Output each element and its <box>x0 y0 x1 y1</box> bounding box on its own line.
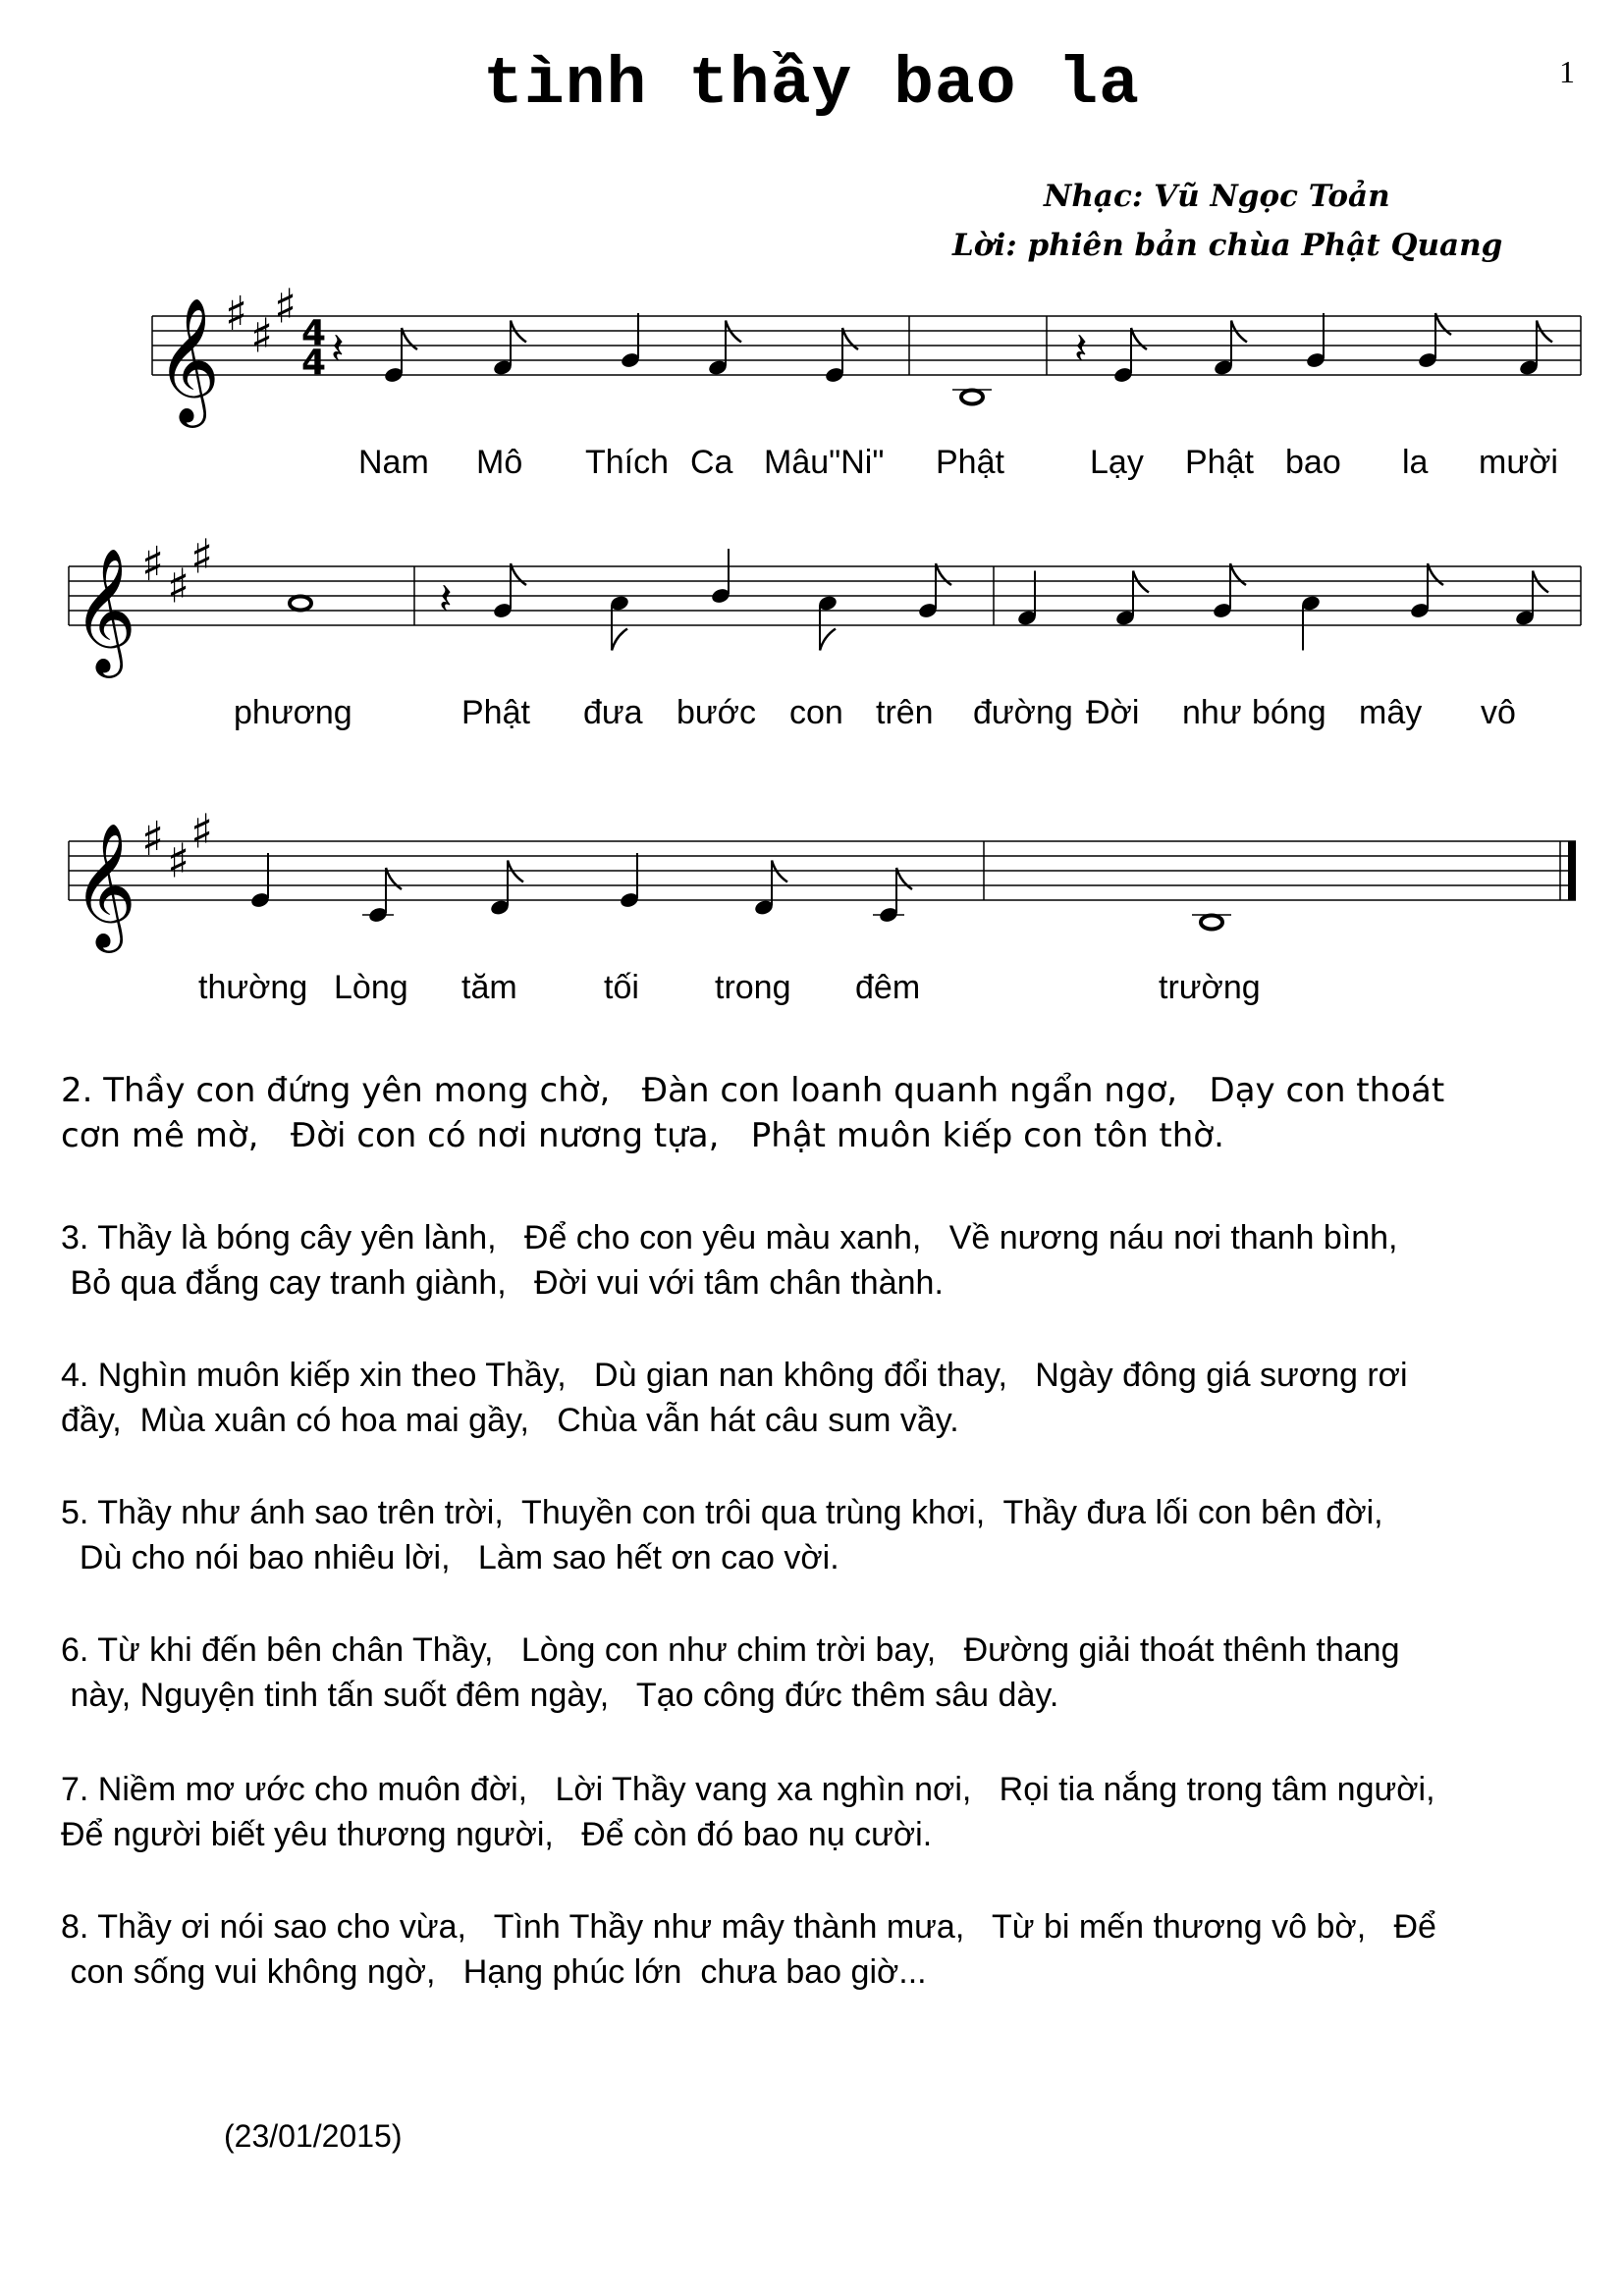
sharp-icon: ♯ <box>274 279 298 335</box>
time-signature-numerator: 4 <box>301 313 327 353</box>
quarter-rest-icon: 𝄽 <box>1074 324 1088 374</box>
sharp-icon: ♯ <box>167 559 190 614</box>
composition-date: (23/01/2015) <box>224 2118 403 2154</box>
lyric-syllable: bước <box>676 694 756 731</box>
lyric-syllable: thường <box>198 969 308 1006</box>
lyric-syllable: Nam <box>358 444 429 481</box>
whole-note <box>290 597 311 611</box>
verse-6 <box>61 1628 1593 1718</box>
sharp-icon: ♯ <box>250 308 274 364</box>
lyric-syllable: Lạy <box>1090 444 1144 481</box>
lyric-syllable: trong <box>715 969 791 1006</box>
verse-line: 6. Từ khi đến bên chân Thầy, Lòng con như chim trời bay, Đường giải thoát thênh thang <box>61 1631 1400 1669</box>
quarter-rest-icon: 𝄽 <box>439 574 453 624</box>
whole-note <box>961 391 983 404</box>
verse-line: 7. Niềm mơ ước cho muôn đời, Lời Thầy vang xa nghìn nơi, Rọi tia nắng trong tâm người, <box>61 1771 1435 1808</box>
quarter-rest-icon: 𝄽 <box>331 324 345 374</box>
lyrics-credit: Lời: phiên bản chùa Phật Quang <box>952 228 1503 263</box>
verse-line: 8. Thầy ơi nói sao cho vừa, Tình Thầy như mây thành mưa, Từ bi mến thương vô bờ, Để <box>61 1908 1436 1946</box>
verse-line: cơn mê mờ, Đời con có nơi nương tựa, Phật muôn kiếp con tôn thờ. <box>61 1116 1224 1155</box>
verse-line: 2. Thầy con đứng yên mong chờ, Đàn con loanh quanh ngẩn ngơ, Dạy con thoát <box>61 1071 1445 1110</box>
lyric-syllable: Phật <box>461 694 530 731</box>
verse-8 <box>61 1904 1593 1995</box>
lyric-syllable: vô <box>1481 694 1516 731</box>
lyric-syllable: Thích <box>585 444 670 481</box>
lyric-syllable: Lòng <box>334 969 408 1006</box>
lyric-syllable: bóng <box>1252 694 1326 731</box>
verse-7 <box>61 1767 1593 1857</box>
sharp-icon: ♯ <box>167 833 190 889</box>
sharp-icon: ♯ <box>190 804 214 860</box>
sheet-music-score <box>0 0 1623 1080</box>
page-number: 1 <box>1559 54 1575 89</box>
lyric-syllable: Ca <box>690 444 733 481</box>
verse-4 <box>61 1353 1593 1443</box>
verse-line: 4. Nghìn muôn kiếp xin theo Thầy, Dù gian nan không đổi thay, Ngày đông giá sương rơi <box>61 1357 1408 1394</box>
lyric-syllable: đường <box>973 694 1073 731</box>
lyric-syllable: Phật <box>1185 444 1254 481</box>
lyric-syllable: trên <box>876 694 934 731</box>
treble-clef-icon: 𝄞 <box>73 822 137 947</box>
lyric-syllable: đêm <box>855 969 921 1006</box>
music-notation <box>69 280 1581 954</box>
lyric-syllable: Mâu"Ni" <box>764 444 885 481</box>
verse-line: đầy, Mùa xuân có hoa mai gầy, Chùa vẫn hát câu sum vầy. <box>61 1402 959 1439</box>
verse-line: 5. Thầy như ánh sao trên trời, Thuyền con trôi qua trùng khơi, Thầy đưa lối con bên đời, <box>61 1494 1383 1531</box>
note-flag <box>612 629 627 651</box>
sharp-icon: ♯ <box>141 537 165 592</box>
verse-line: con sống vui không ngờ, Hạng phúc lớn chưa bao giờ... <box>61 1953 927 1991</box>
lyric-syllable: phương <box>234 694 352 731</box>
sharp-icon: ♯ <box>225 287 248 342</box>
time-signature-denominator: 4 <box>301 343 327 383</box>
lyric-syllable: Mô <box>476 444 523 481</box>
verse-2 <box>61 1068 1593 1158</box>
lyric-syllable: tăm <box>461 969 517 1006</box>
sharp-icon: ♯ <box>190 529 214 585</box>
treble-clef-icon: 𝄞 <box>73 547 137 672</box>
verse-line: Để người biết yêu thương người, Để còn đó bao nụ cười. <box>61 1816 933 1853</box>
lyric-syllable: Phật <box>936 444 1004 481</box>
verse-5 <box>61 1490 1593 1580</box>
lyric-syllable: như <box>1182 694 1242 731</box>
lyrics-layer <box>198 444 1558 1006</box>
verse-line: 3. Thầy là bóng cây yên lành, Để cho con yêu màu xanh, Về nương náu nơi thanh bình, <box>61 1219 1398 1256</box>
lyric-syllable: trường <box>1159 969 1261 1006</box>
lyric-syllable: mây <box>1359 694 1423 731</box>
lyric-syllable: mười <box>1479 444 1558 481</box>
lyric-syllable: đưa <box>583 694 643 731</box>
verse-line: Dù cho nói bao nhiêu lời, Làm sao hết ơn cao vời. <box>61 1539 839 1576</box>
verse-line: Bỏ qua đắng cay tranh giành, Đời vui với tâm chân thành. <box>61 1264 944 1302</box>
treble-clef-icon: 𝄞 <box>156 296 221 422</box>
lyric-syllable: la <box>1402 444 1429 481</box>
note-flag <box>820 629 836 651</box>
lyric-syllable: con <box>789 694 843 731</box>
verse-line: này, Nguyện tinh tấn suốt đêm ngày, Tạo công đức thêm sâu dày. <box>61 1677 1059 1714</box>
music-credit: Nhạc: Vũ Ngọc Toản <box>1044 179 1390 214</box>
song-title: tình thầy bao la <box>483 47 1140 123</box>
sharp-icon: ♯ <box>141 812 165 867</box>
whole-note <box>1201 916 1222 930</box>
lyric-syllable: tối <box>604 969 639 1006</box>
final-barline <box>1568 841 1576 900</box>
verse-3 <box>61 1215 1593 1306</box>
lyric-syllable: Đời <box>1086 694 1140 731</box>
lyric-syllable: bao <box>1285 444 1341 481</box>
